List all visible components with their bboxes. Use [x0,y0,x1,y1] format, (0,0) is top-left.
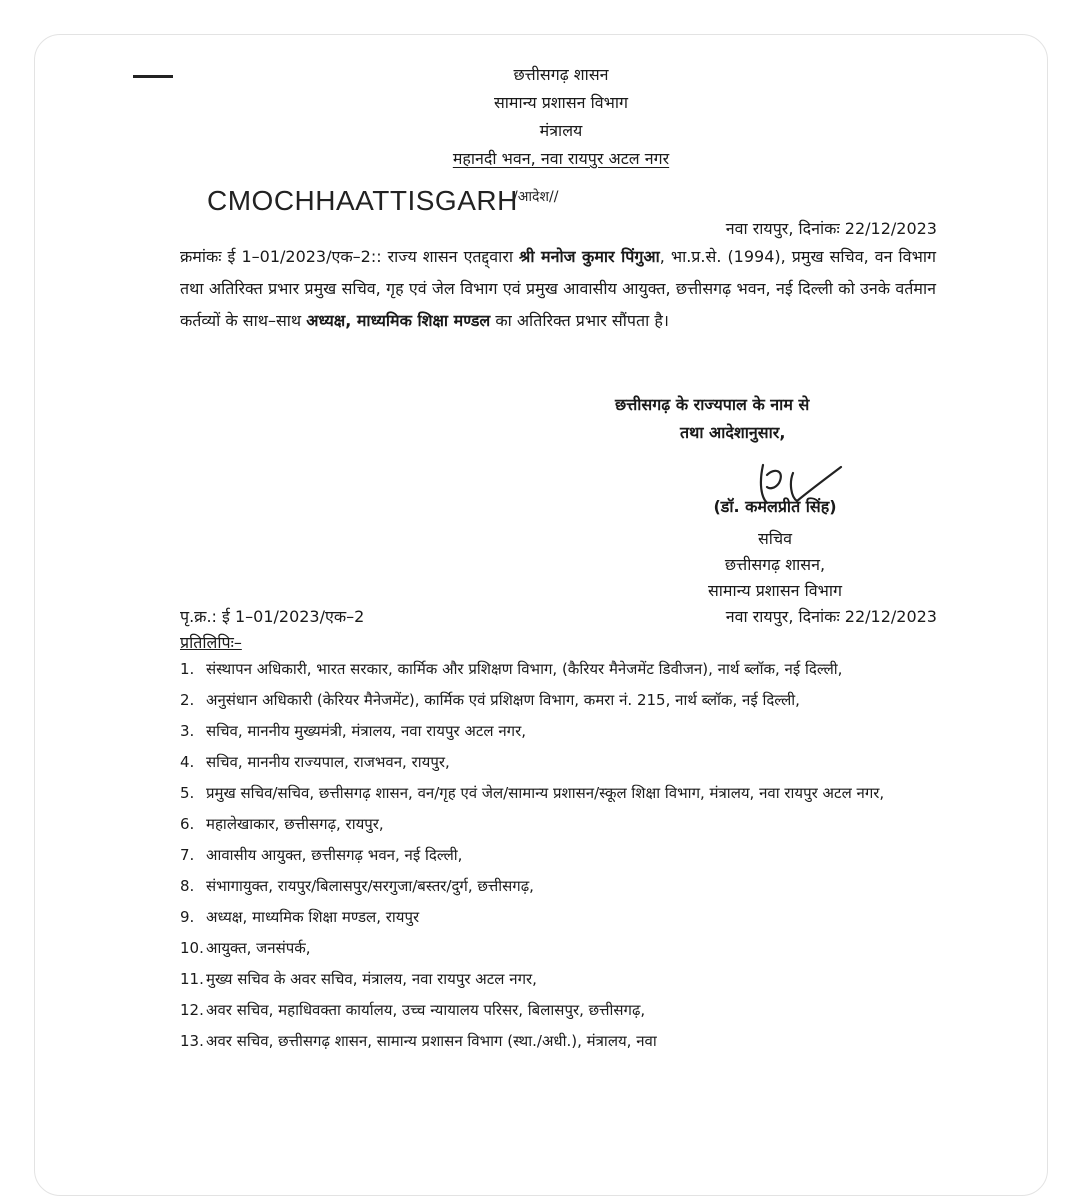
header-address: महानदी भवन, नवा रायपुर अटल नगर [452,149,670,168]
header-government: छत्तीसगढ़ शासन [513,65,609,84]
order-text-3: का अतिरिक्त प्रभार सौंपता है। [490,311,669,330]
list-item: 7. आवासीय आयुक्त, छत्तीसगढ़ भवन, नई दिल्ली, [180,846,463,864]
signatory-government: छत्तीसगढ़ शासन, [724,555,826,574]
signatory-title: सचिव [757,529,793,548]
document-card [34,34,1048,1196]
list-item: 1. संस्थापन अधिकारी, भारत सरकार, कार्मिक और प्रशिक्षण विभाग, (कैरियर मैनेजमेंट डिवीजन), नार्थ ब्लॉक, नई दिल्ली, [180,660,843,678]
list-item: 5. प्रमुख सचिव/सचिव, छत्तीसगढ़ शासन, वन/गृह एवं जेल/सामान्य प्रशासन/स्कूल शिक्षा विभाग, मंत्रालय, नवा रायपुर अटल नगर, [180,784,885,802]
copy-to-label: प्रतिलिपिः– [180,633,242,652]
order-text-1: क्रमांकः ई 1–01/2023/एक–2:: राज्य शासन एतद्द्वारा [180,247,520,266]
order-label: /आदेश// [513,189,559,205]
watermark-text: CMOCHHAATTISGARH [207,185,518,216]
header-department: सामान्य प्रशासन विभाग [493,93,629,112]
governor-line-2: तथा आदेशानुसार, [680,423,786,442]
order-text-2: , भा.प्र.से. (1994), प्रमुख सचिव, वन विभाग तथा अतिरिक्त प्रभार प्रमुख सचिव, गृह एवं जेल विभाग एवं प्रमुख आवासीय आयुक्त, छत्तीसगढ़ भवन, नई दिल्ली को उनके वर्तमान कर्तव्यों के साथ–साथ [180,247,936,330]
assigned-role: अध्यक्ष, माध्यमिक शिक्षा मण्डल [306,311,491,330]
signatory-department: सामान्य प्रशासन विभाग [707,581,843,600]
endorsement-number: पृ.क्र.: ई 1–01/2023/एक–2 [180,607,365,626]
governor-line-1: छत्तीसगढ़ के राज्यपाल के नाम से [615,395,810,414]
header-ministry: मंत्रालय [539,121,583,140]
endorsement-date: नवा रायपुर, दिनांकः 22/12/2023 [725,607,937,626]
list-item: 10. आयुक्त, जनसंपर्क, [180,939,311,957]
list-item: 4. सचिव, माननीय राज्यपाल, राजभवन, रायपुर, [180,753,450,771]
list-item: 3. सचिव, माननीय मुख्यमंत्री, मंत्रालय, नवा रायपुर अटल नगर, [180,722,527,740]
list-item: 2. अनुसंधान अधिकारी (केरियर मैनेजमेंट), कार्मिक एवं प्रशिक्षण विभाग, कमरा नं. 215, नार्थ ब्लॉक, नई दिल्ली, [180,691,800,709]
copy-list [180,655,936,1058]
order-paragraph [180,241,936,337]
list-item: 13. अवर सचिव, छत्तीसगढ़ शासन, सामान्य प्रशासन विभाग (स्था./अधी.), मंत्रालय, नवा [180,1032,657,1050]
list-item: 8. संभागायुक्त, रायपुर/बिलासपुर/सरगुजा/बस्तर/दुर्ग, छत्तीसगढ़, [180,877,534,895]
signatory-name: (डॉ. कमलप्रीत सिंह) [713,497,837,516]
officer-name: श्री मनोज कुमार पिंगुआ [519,247,660,266]
list-item: 6. महालेखाकार, छत्तीसगढ़, रायपुर, [180,815,384,833]
list-item: 12. अवर सचिव, महाधिवक्ता कार्यालय, उच्च न्यायालय परिसर, बिलासपुर, छत्तीसगढ़, [180,1001,646,1019]
order-date: नवा रायपुर, दिनांकः 22/12/2023 [725,219,937,238]
list-item: 9. अध्यक्ष, माध्यमिक शिक्षा मण्डल, रायपुर [180,908,420,926]
list-item: 11. मुख्य सचिव के अवर सचिव, मंत्रालय, नवा रायपुर अटल नगर, [180,970,537,988]
